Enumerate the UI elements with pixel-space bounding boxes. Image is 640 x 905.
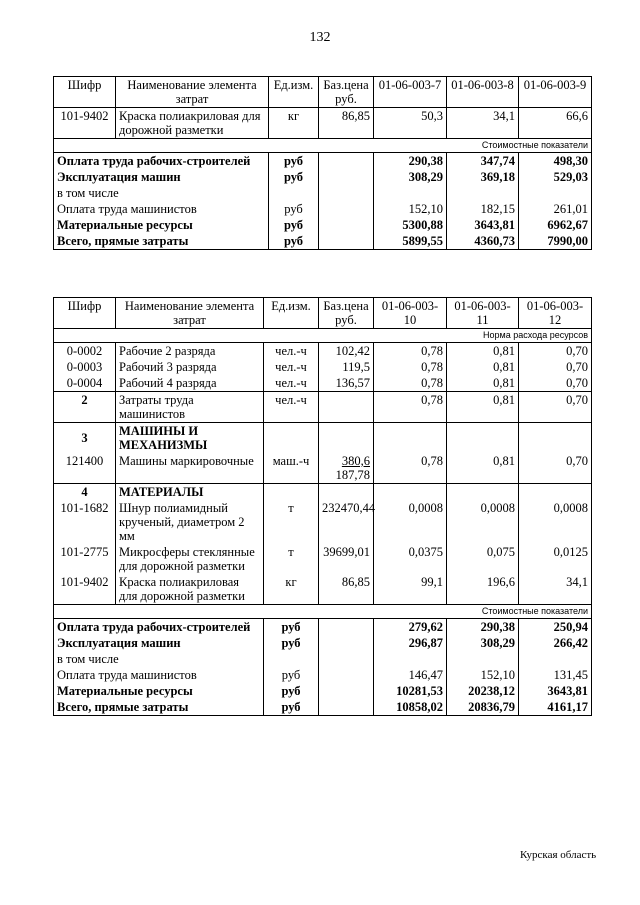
cell-price: [319, 484, 374, 501]
cell-value: 10858,02: [374, 699, 447, 716]
cell-value: [374, 185, 447, 201]
cell-price: 119,5: [319, 359, 374, 375]
cell-name: Краска полиакриловая для дорожной разметки: [116, 574, 264, 605]
cell-price: [319, 423, 374, 454]
cell-value: 4161,17: [519, 699, 592, 716]
cell-value: 0,70: [519, 453, 592, 484]
cost-name: Эксплуатация машин: [54, 635, 264, 651]
cell-value: 308,29: [374, 169, 447, 185]
cell-price: [319, 233, 374, 250]
cell-value: 6962,67: [519, 217, 592, 233]
cell-value: 498,30: [519, 153, 592, 170]
cost-row: [54, 201, 592, 217]
cell-value: 152,10: [374, 201, 447, 217]
cell-value: 3643,81: [447, 217, 519, 233]
cell-value: 0,78: [374, 392, 447, 423]
section-label-row: [54, 139, 592, 153]
section-row-machines: [54, 423, 592, 454]
resource-table-2: [53, 297, 592, 716]
cell-value: 0,70: [519, 375, 592, 392]
cell-code: 0-0002: [54, 343, 116, 360]
cell-value: 369,18: [447, 169, 519, 185]
cell-unit: маш.-ч: [264, 453, 319, 484]
cell-code: 101-1682: [54, 500, 116, 544]
cell-value: [519, 484, 592, 501]
cell-value: 347,74: [447, 153, 519, 170]
cell-value: 196,6: [447, 574, 519, 605]
header-col-2: 01-06-003-11: [447, 298, 519, 329]
cell-value: [519, 185, 592, 201]
header-unit: Ед.изм.: [269, 77, 319, 108]
price-bottom: 187,78: [335, 468, 370, 482]
cell-unit: т: [264, 544, 319, 574]
cell-code: 3: [54, 423, 116, 454]
cell-value: 261,01: [519, 201, 592, 217]
cell-name: Затраты труда машинистов: [116, 392, 264, 423]
cell-unit: руб: [269, 201, 319, 217]
cell-unit: руб: [264, 619, 319, 636]
cell-unit: чел.-ч: [264, 375, 319, 392]
cell-name: Краска полиакриловая для дорожной разметки: [116, 108, 269, 139]
cell-unit: руб: [269, 169, 319, 185]
cost-row: [54, 635, 592, 651]
worker-row: [54, 359, 592, 375]
cell-unit: руб: [264, 667, 319, 683]
material-row: [54, 574, 592, 605]
cell-price: [319, 683, 374, 699]
cell-value: [447, 423, 519, 454]
worker-row: [54, 375, 592, 392]
cell-price: 232470,44: [319, 500, 374, 544]
table-row: [54, 108, 592, 139]
cell-value: 250,94: [519, 619, 592, 636]
table-header-row: [54, 77, 592, 108]
cell-value: 0,78: [374, 343, 447, 360]
cell-unit: чел.-ч: [264, 392, 319, 423]
cell-unit: т: [264, 500, 319, 544]
cell-value: 0,0008: [519, 500, 592, 544]
cell-value: 5899,55: [374, 233, 447, 250]
cell-price: [319, 169, 374, 185]
worker-rows: [54, 343, 592, 392]
cell-name: Шнур полиамидный крученый, диаметром 2 мм: [116, 500, 264, 544]
cost-row: [54, 185, 592, 201]
cell-value: 146,47: [374, 667, 447, 683]
cell-code: 2: [54, 392, 116, 423]
cost-name: Оплата труда машинистов: [54, 667, 264, 683]
resource-table-1: [53, 76, 592, 250]
cost-name: Оплата труда рабочих-строителей: [54, 619, 264, 636]
cell-value: [374, 423, 447, 454]
header-name: Наименование элемента затрат: [116, 77, 269, 108]
cell-price: [319, 217, 374, 233]
cell-value: 7990,00: [519, 233, 592, 250]
cell-price: [319, 185, 374, 201]
cell-price: 102,42: [319, 343, 374, 360]
cell-value: [519, 423, 592, 454]
cell-unit: руб: [264, 683, 319, 699]
cell-price: 86,85: [319, 574, 374, 605]
price-top: 380,6: [341, 454, 370, 468]
cell-price: [319, 153, 374, 170]
cost-row: [54, 699, 592, 716]
cell-value: 296,87: [374, 635, 447, 651]
cell-price: [319, 201, 374, 217]
section-row-materials: [54, 484, 592, 501]
cell-value: 0,81: [447, 453, 519, 484]
cell-value: 131,45: [519, 667, 592, 683]
cell-value: 34,1: [447, 108, 519, 139]
header-name: Наименование элемента затрат: [116, 298, 264, 329]
cell-value: 182,15: [447, 201, 519, 217]
material-row: [54, 500, 592, 544]
cell-value: 20238,12: [447, 683, 519, 699]
cell-value: 0,81: [447, 392, 519, 423]
header-col-3: 01-06-003-9: [519, 77, 592, 108]
cell-value: [374, 484, 447, 501]
cell-unit: руб: [264, 635, 319, 651]
cell-value: 0,0008: [374, 500, 447, 544]
cost-name: Материальные ресурсы: [54, 217, 269, 233]
cell-value: 529,03: [519, 169, 592, 185]
cell-value: 308,29: [447, 635, 519, 651]
cell-value: [374, 651, 447, 667]
cell-value: 34,1: [519, 574, 592, 605]
cost-name: Эксплуатация машин: [54, 169, 269, 185]
header-unit: Ед.изм.: [264, 298, 319, 329]
norm-label: Норма расхода ресурсов: [54, 329, 592, 343]
cell-value: 0,70: [519, 392, 592, 423]
header-col-1: 01-06-003-7: [374, 77, 447, 108]
cell-value: 0,78: [374, 375, 447, 392]
cell-value: 0,0375: [374, 544, 447, 574]
header-code: Шифр: [54, 298, 116, 329]
cost-row: [54, 233, 592, 250]
cell-value: 10281,53: [374, 683, 447, 699]
cell-price: 39699,01: [319, 544, 374, 574]
cost-name: Оплата труда рабочих-строителей: [54, 153, 269, 170]
cell-value: 152,10: [447, 667, 519, 683]
cell-name: Машины маркировочные: [116, 453, 264, 484]
cost-row: [54, 169, 592, 185]
cell-price: 136,57: [319, 375, 374, 392]
cell-value: [519, 651, 592, 667]
table-row: [54, 453, 592, 484]
cost-name: Материальные ресурсы: [54, 683, 264, 699]
cost-rows: [54, 153, 592, 250]
cell-unit: руб: [269, 233, 319, 250]
cell-name: Микросферы стеклянные для дорожной разметки: [116, 544, 264, 574]
cell-code: 101-9402: [54, 574, 116, 605]
cell-value: 0,0008: [447, 500, 519, 544]
cell-code: 0-0004: [54, 375, 116, 392]
section-title: МАТЕРИАЛЫ: [116, 484, 264, 501]
cell-value: 0,70: [519, 343, 592, 360]
cell-value: 290,38: [447, 619, 519, 636]
cell-price: [319, 651, 374, 667]
cell-value: 290,38: [374, 153, 447, 170]
cell-value: [447, 484, 519, 501]
cost-indicators-label: Стоимостные показатели: [54, 605, 592, 619]
cell-value: 0,81: [447, 375, 519, 392]
cell-unit: [264, 651, 319, 667]
cost-name: в том числе: [54, 185, 269, 201]
cost-name: в том числе: [54, 651, 264, 667]
cell-value: [447, 651, 519, 667]
cell-value: 4360,73: [447, 233, 519, 250]
cost-row: [54, 619, 592, 636]
cell-unit: [264, 423, 319, 454]
table-header-row: [54, 298, 592, 329]
section-label-row: [54, 329, 592, 343]
cost-name: Всего, прямые затраты: [54, 699, 264, 716]
cell-value: 0,81: [447, 343, 519, 360]
header-base-price: Баз.цена руб.: [319, 298, 374, 329]
cell-unit: [264, 484, 319, 501]
cell-code: 101-9402: [54, 108, 116, 139]
cell-price: 86,85: [319, 108, 374, 139]
section-title: МАШИНЫ И МЕХАНИЗМЫ: [116, 423, 264, 454]
cell-value: 279,62: [374, 619, 447, 636]
cell-value: 20836,79: [447, 699, 519, 716]
cell-value: 0,78: [374, 359, 447, 375]
header-col-2: 01-06-003-8: [447, 77, 519, 108]
cell-code: 0-0003: [54, 359, 116, 375]
cost-row: [54, 667, 592, 683]
cell-value: 3643,81: [519, 683, 592, 699]
page-number: 132: [309, 30, 331, 45]
cell-unit: руб: [264, 699, 319, 716]
cost-row: [54, 217, 592, 233]
cell-value: 50,3: [374, 108, 447, 139]
header-code: Шифр: [54, 77, 116, 108]
cell-price: [319, 699, 374, 716]
cell-unit: [269, 185, 319, 201]
cell-value: 0,70: [519, 359, 592, 375]
cell-value: 99,1: [374, 574, 447, 605]
cost-indicators-label: Стоимостные показатели: [54, 139, 592, 153]
cost-rows: [54, 619, 592, 716]
cell-unit: чел.-ч: [264, 359, 319, 375]
cell-value: 66,6: [519, 108, 592, 139]
header-col-3: 01-06-003-12: [519, 298, 592, 329]
header-base-price: Баз.цена руб.: [319, 77, 374, 108]
worker-row: [54, 343, 592, 360]
cell-price: [319, 453, 374, 484]
cost-name: Оплата труда машинистов: [54, 201, 269, 217]
cell-price: [319, 635, 374, 651]
cell-unit: кг: [269, 108, 319, 139]
cell-price: [319, 667, 374, 683]
cell-unit: чел.-ч: [264, 343, 319, 360]
cell-name: Рабочий 3 разряда: [116, 359, 264, 375]
section-label-row: [54, 605, 592, 619]
cost-row: [54, 153, 592, 170]
cell-name: Рабочий 4 разряда: [116, 375, 264, 392]
cost-row: [54, 651, 592, 667]
cell-code: 121400: [54, 453, 116, 484]
cell-value: [447, 185, 519, 201]
cell-value: 266,42: [519, 635, 592, 651]
cost-name: Всего, прямые затраты: [54, 233, 269, 250]
material-row: [54, 544, 592, 574]
material-rows: [54, 500, 592, 605]
cost-row: [54, 683, 592, 699]
table-row: [54, 392, 592, 423]
region-footer: Курская область: [520, 849, 597, 861]
cell-unit: руб: [269, 153, 319, 170]
cell-name: Рабочие 2 разряда: [116, 343, 264, 360]
cell-code: 4: [54, 484, 116, 501]
cell-price: [319, 392, 374, 423]
cell-value: 5300,88: [374, 217, 447, 233]
cell-value: 0,0125: [519, 544, 592, 574]
cell-unit: кг: [264, 574, 319, 605]
cell-value: 0,075: [447, 544, 519, 574]
cell-code: 101-2775: [54, 544, 116, 574]
cell-price: [319, 619, 374, 636]
header-col-1: 01-06-003-10: [374, 298, 447, 329]
cell-value: 0,78: [374, 453, 447, 484]
cell-unit: руб: [269, 217, 319, 233]
cell-value: 0,81: [447, 359, 519, 375]
